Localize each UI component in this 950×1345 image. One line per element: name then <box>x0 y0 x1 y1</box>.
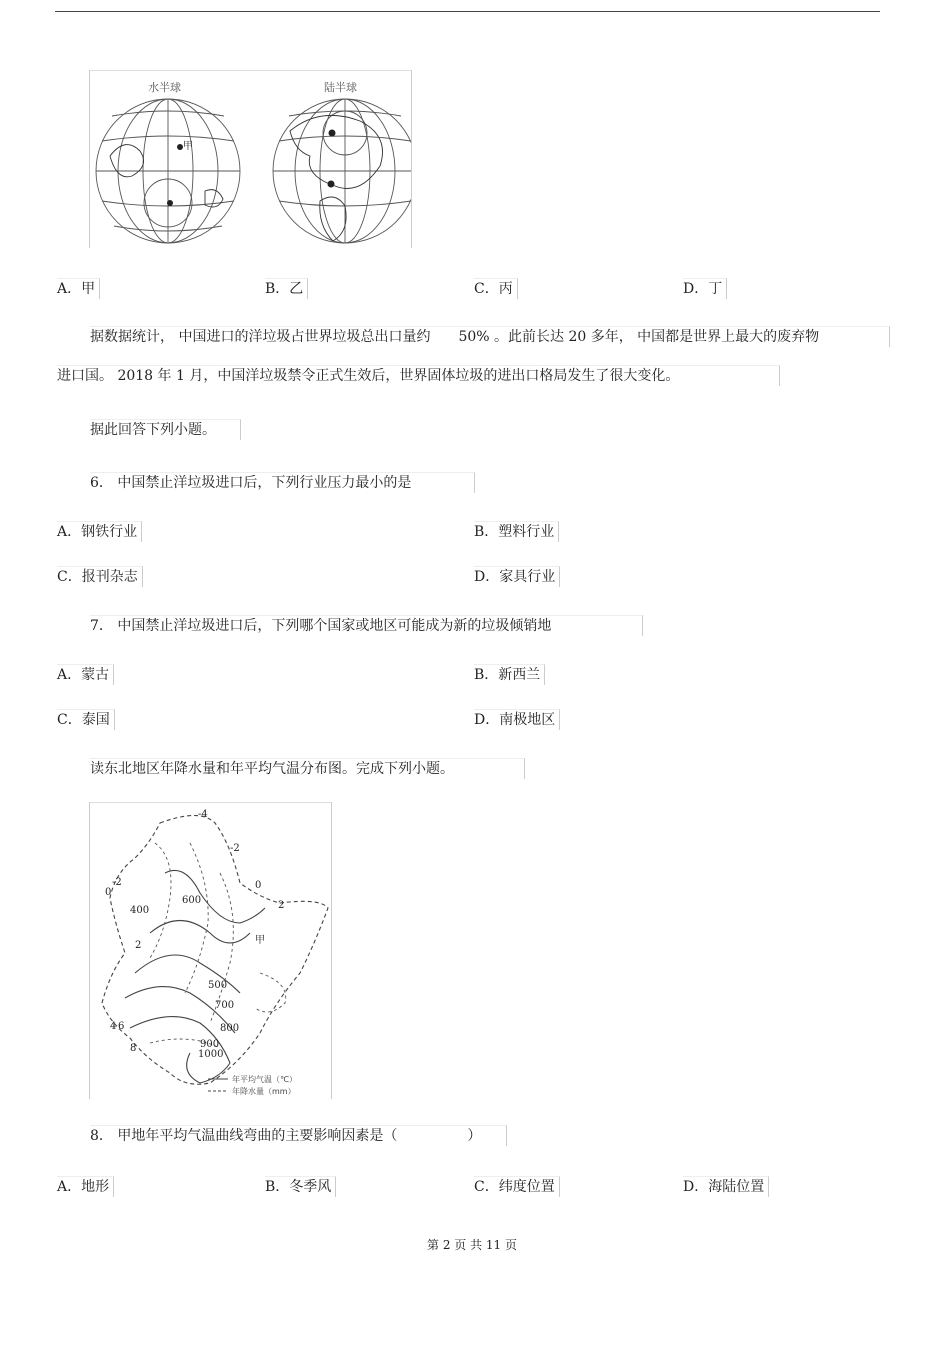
q6-option-a[interactable]: A．钢铁行业 <box>57 521 142 542</box>
label-p-1000: 1000 <box>198 1049 224 1060</box>
q6-option-b[interactable]: B．塑料行业 <box>474 521 559 542</box>
label-t-8: 8 <box>130 1043 137 1054</box>
isoline-map-figure <box>89 802 332 1099</box>
legend-precip: 年降水量（mm） <box>232 1087 296 1096</box>
q8-option-b[interactable]: B．冬季风 <box>265 1176 336 1197</box>
legend-temp: 年平均气温（℃） <box>232 1075 297 1084</box>
q7-option-d[interactable]: D．南极地区 <box>474 709 560 730</box>
marker-jia: 甲 <box>183 141 193 152</box>
q6-option-d[interactable]: D．家具行业 <box>474 566 560 587</box>
left-globe-label: 水半球 <box>148 81 181 94</box>
label-p-700: 700 <box>215 1000 235 1011</box>
label-p-600: 600 <box>182 895 202 906</box>
label-t-neg2b: -2 <box>112 877 122 888</box>
q5-option-a[interactable]: A．甲 <box>57 278 100 299</box>
q5-option-b[interactable]: B．乙 <box>265 278 308 299</box>
q8-option-c[interactable]: C．纬度位置 <box>474 1176 560 1197</box>
right-globe-label: 陆半球 <box>324 81 357 94</box>
passage-line-2: 进口国。 2018 年 1 月，中国洋垃圾禁令正式生效后，世界固体垃圾的进出口格局发生了很大变化。 <box>57 365 780 386</box>
label-t-2b: 2 <box>135 940 142 951</box>
q6-stem: 6． 中国禁止洋垃圾进口后，下列行业压力最小的是 <box>90 472 475 493</box>
label-p-500: 500 <box>208 980 228 991</box>
q8-option-d[interactable]: D．海陆位置 <box>683 1176 769 1197</box>
label-t-neg4: -4 <box>198 809 208 820</box>
label-p-400: 400 <box>130 905 150 916</box>
q5-option-c[interactable]: C．丙 <box>474 278 518 299</box>
q7-option-a[interactable]: A．蒙古 <box>57 664 114 685</box>
q7-option-b[interactable]: B．新西兰 <box>474 664 545 685</box>
q8-option-a[interactable]: A．地形 <box>57 1176 114 1197</box>
q7-stem: 7． 中国禁止洋垃圾进口后，下列哪个国家或地区可能成为新的垃圾倾销地 <box>90 615 643 636</box>
label-t-4: 4 <box>110 1021 117 1032</box>
passage-line-1: 据数据统计， 中国进口的洋垃圾占世界垃圾总出口量约 50% 。此前长达 20 多年， 中国都是世界上最大的废弃物 <box>90 326 890 347</box>
q6-option-c[interactable]: C．报刊杂志 <box>57 566 143 587</box>
isoline-map <box>90 803 331 1099</box>
passage-prompt: 据此回答下列小题。 <box>90 419 241 440</box>
map-intro: 读东北地区年降水量和年平均气温分布图。完成下列小题。 <box>90 758 525 779</box>
page-footer: 第 2 页 共 11 页 <box>427 1238 517 1252</box>
label-t-6: 6 <box>118 1021 125 1032</box>
q8-stem: 8． 甲地年平均气温曲线弯曲的主要影响因素是（ ） <box>90 1125 507 1146</box>
header-rule <box>55 11 880 12</box>
q5-option-d[interactable]: D．丁 <box>683 278 727 299</box>
label-t-0b: 0 <box>255 880 262 891</box>
hemisphere-figure <box>89 70 412 248</box>
label-t-2a: 2 <box>278 900 285 911</box>
hemisphere-diagram <box>90 71 411 248</box>
label-jia: 甲 <box>255 935 265 946</box>
label-p-800: 800 <box>220 1023 240 1034</box>
label-t-0a: 0 <box>105 887 112 898</box>
q7-option-c[interactable]: C．泰国 <box>57 709 115 730</box>
label-t-neg2a: -2 <box>230 843 240 854</box>
label-p-900: 900 <box>200 1039 220 1050</box>
